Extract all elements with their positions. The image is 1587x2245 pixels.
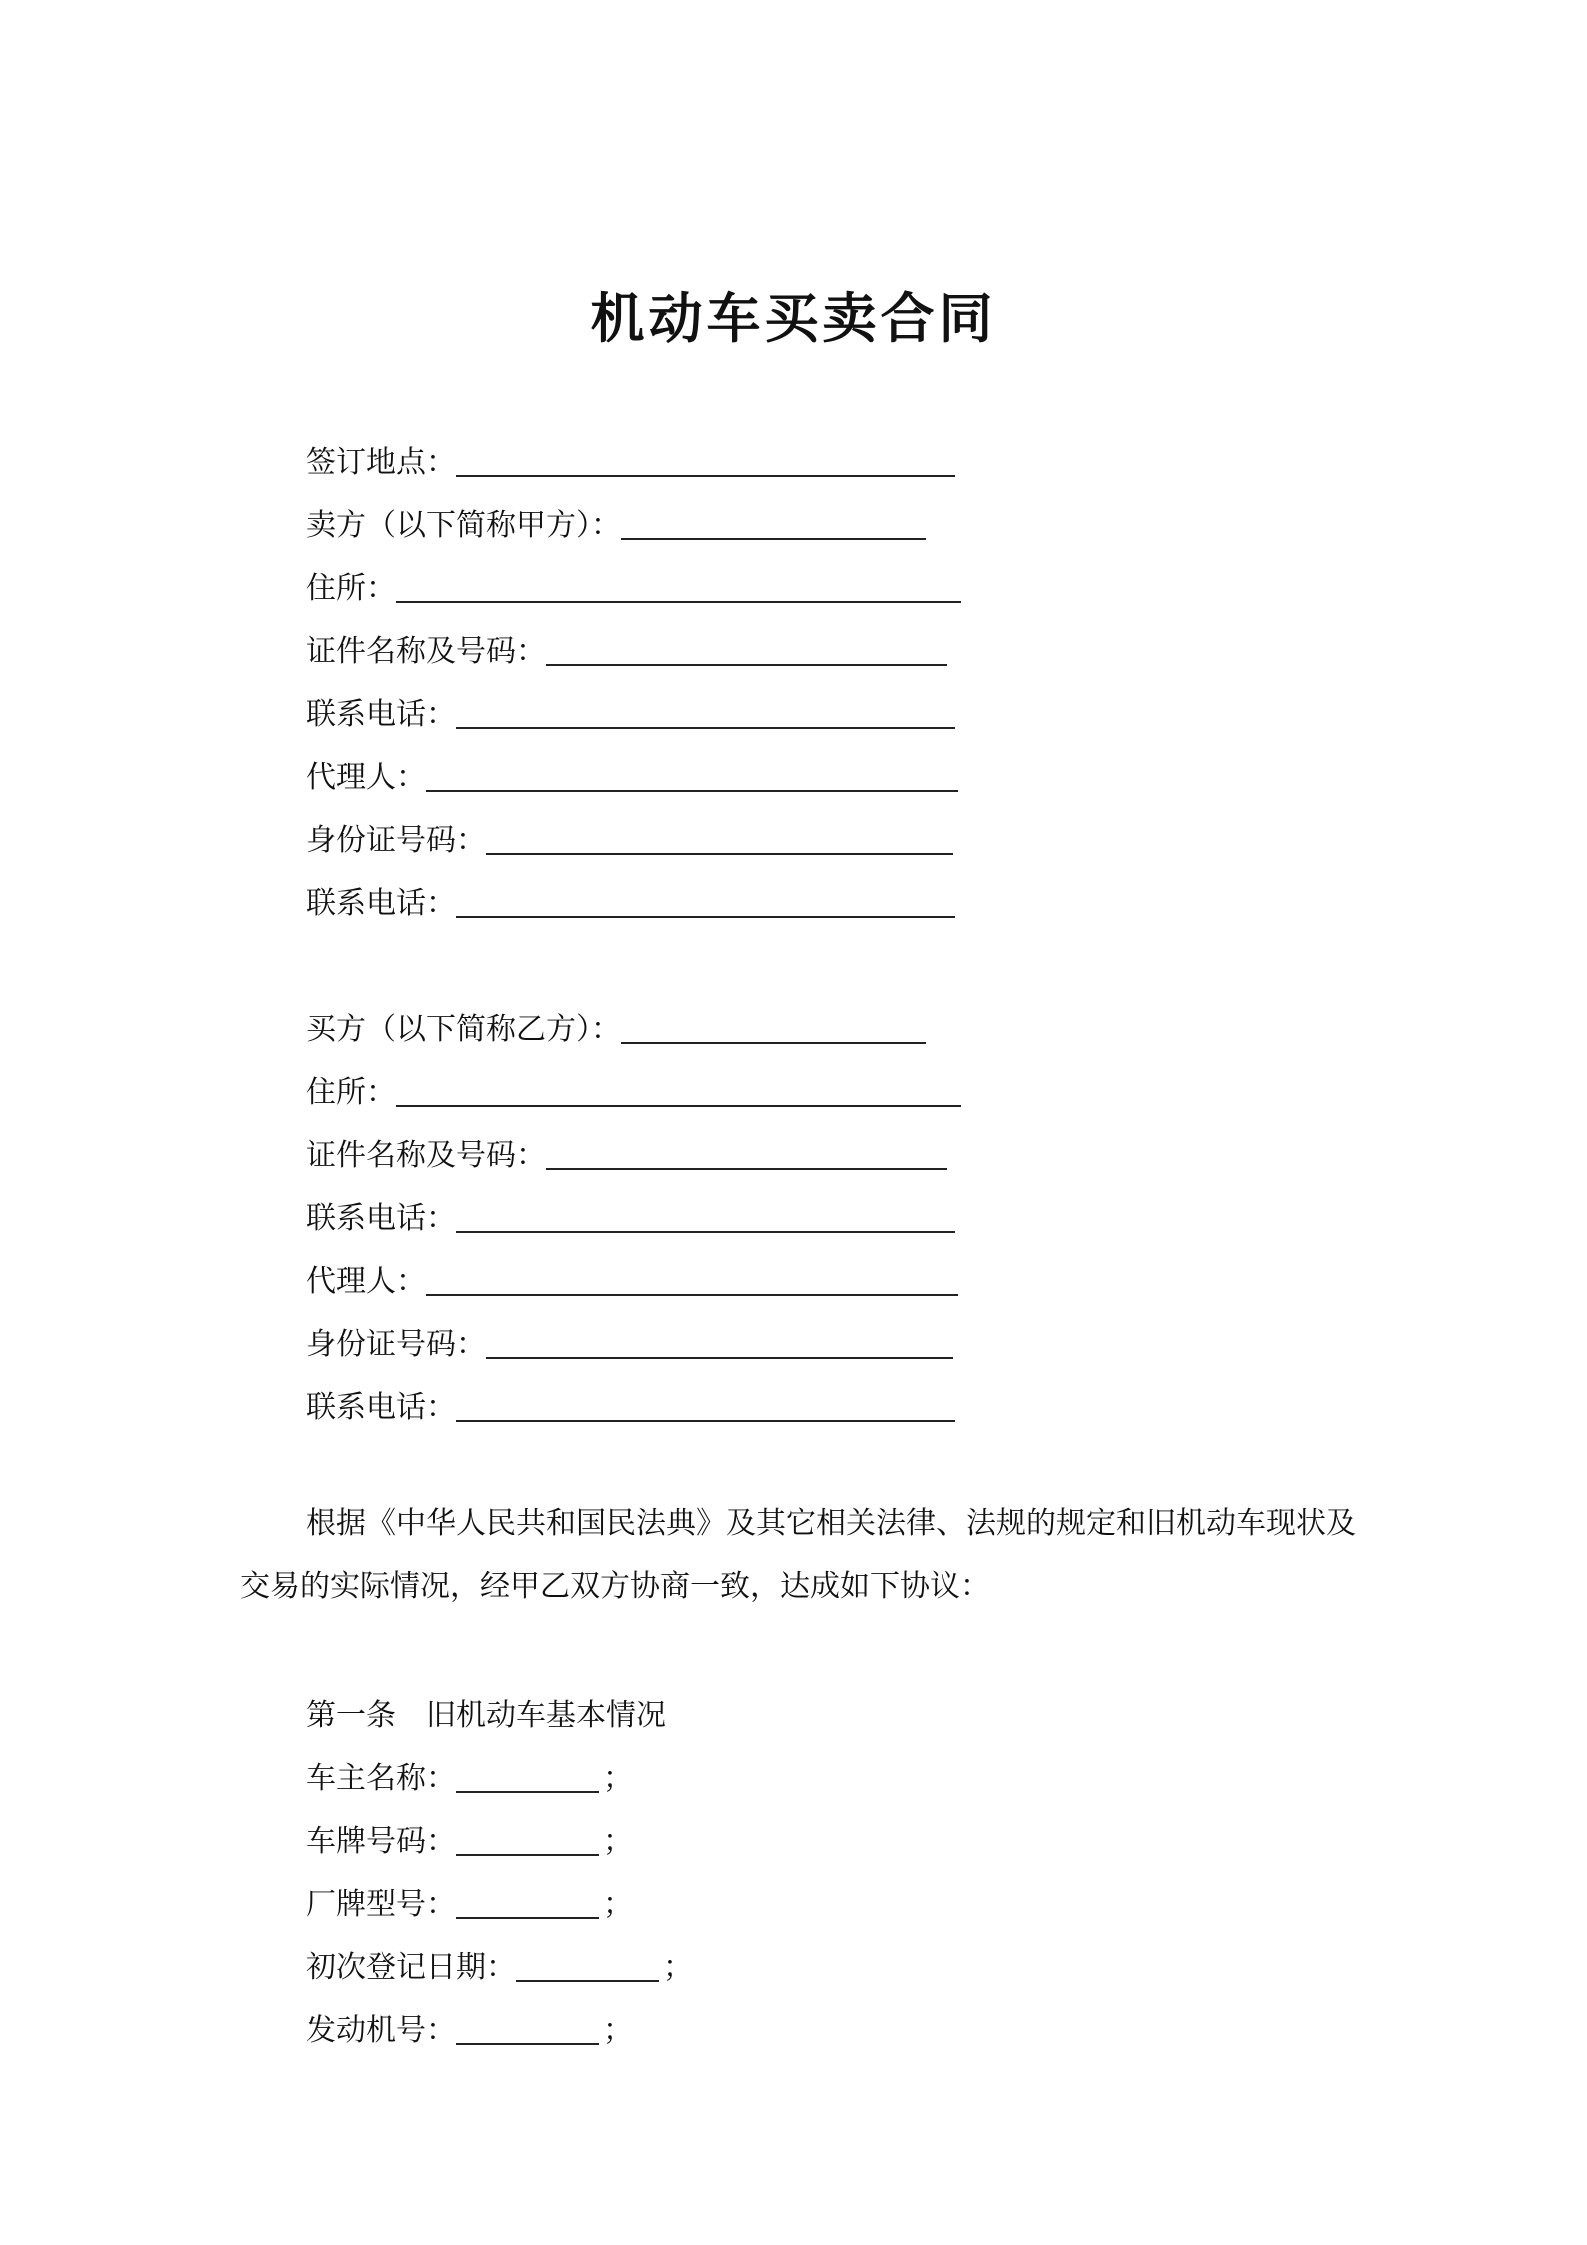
blank-line[interactable] [456,2007,599,2045]
field-label: 住所： [306,571,396,606]
field-buyer [306,1000,926,1050]
blank-line[interactable] [456,1881,599,1919]
field-label: 证件名称及号码： [306,634,546,669]
document-title: 机动车买卖合同 [590,286,997,350]
field-label: 签订地点： [306,445,456,480]
blank-line[interactable] [426,754,958,792]
field-terminator: ； [603,2013,633,2048]
blank-line[interactable] [486,817,953,855]
blank-line[interactable] [456,691,955,729]
blank-line[interactable] [516,1944,659,1982]
field-label: 代理人： [306,760,426,795]
field-seller-phone [306,685,955,735]
field-label: 发动机号： [306,2013,456,2048]
blank-line[interactable] [426,1258,958,1296]
field-label: 厂牌型号： [306,1887,456,1922]
field-label: 身份证号码： [306,823,486,858]
field-engine-number [306,2001,633,2051]
field-buyer-phone [306,1189,955,1239]
field-label: 车主名称： [306,1761,456,1796]
blank-line[interactable] [621,502,926,540]
field-terminator: ； [663,1950,693,1985]
field-seller-address [306,559,961,609]
field-buyer-agent-phone [306,1378,955,1428]
field-buyer-agent-id [306,1315,953,1365]
field-seller-id-doc [306,622,947,672]
field-label: 联系电话： [306,1201,456,1236]
field-signing-place [306,433,955,483]
field-label: 身份证号码： [306,1327,486,1362]
field-label: 卖方（以下简称甲方）： [306,508,621,543]
blank-line[interactable] [546,628,947,666]
blank-line[interactable] [546,1132,947,1170]
field-seller-agent [306,748,958,798]
field-label: 住所： [306,1075,396,1110]
blank-line[interactable] [486,1321,953,1359]
blank-line[interactable] [456,1818,599,1856]
field-seller-agent-phone [306,874,955,924]
field-buyer-address [306,1063,961,1113]
blank-line[interactable] [456,1195,955,1233]
field-label: 联系电话： [306,886,456,921]
blank-line[interactable] [456,439,955,477]
field-brand-model [306,1875,633,1925]
field-terminator: ； [603,1887,633,1922]
field-plate-number [306,1812,633,1862]
blank-line[interactable] [456,1384,955,1422]
blank-line[interactable] [456,880,955,918]
field-label: 联系电话： [306,1390,456,1425]
field-buyer-agent [306,1252,958,1302]
field-buyer-id-doc [306,1126,947,1176]
article-heading [306,1686,666,1736]
field-label: 代理人： [306,1264,426,1299]
field-label: 初次登记日期： [306,1950,516,1985]
blank-line[interactable] [396,565,961,603]
blank-line[interactable] [456,1755,599,1793]
field-terminator: ； [603,1824,633,1859]
article-1-heading: 第一条 旧机动车基本情况 [306,1698,666,1733]
field-owner-name [306,1749,633,1799]
field-label: 证件名称及号码： [306,1138,546,1173]
field-seller-agent-id [306,811,953,861]
field-seller [306,496,926,546]
field-label: 买方（以下简称乙方）： [306,1012,621,1047]
blank-line[interactable] [396,1069,961,1107]
field-terminator: ； [603,1761,633,1796]
blank-line[interactable] [621,1006,926,1044]
preamble-paragraph: 根据《中华人民共和国民法典》及其它相关法律、法规的规定和旧机动车现状及交易的实际情况，经甲乙双方协商一致，达成如下协议： [240,1506,1356,1604]
field-label: 联系电话： [306,697,456,732]
field-first-registration-date [306,1938,693,1988]
field-label: 车牌号码： [306,1824,456,1859]
